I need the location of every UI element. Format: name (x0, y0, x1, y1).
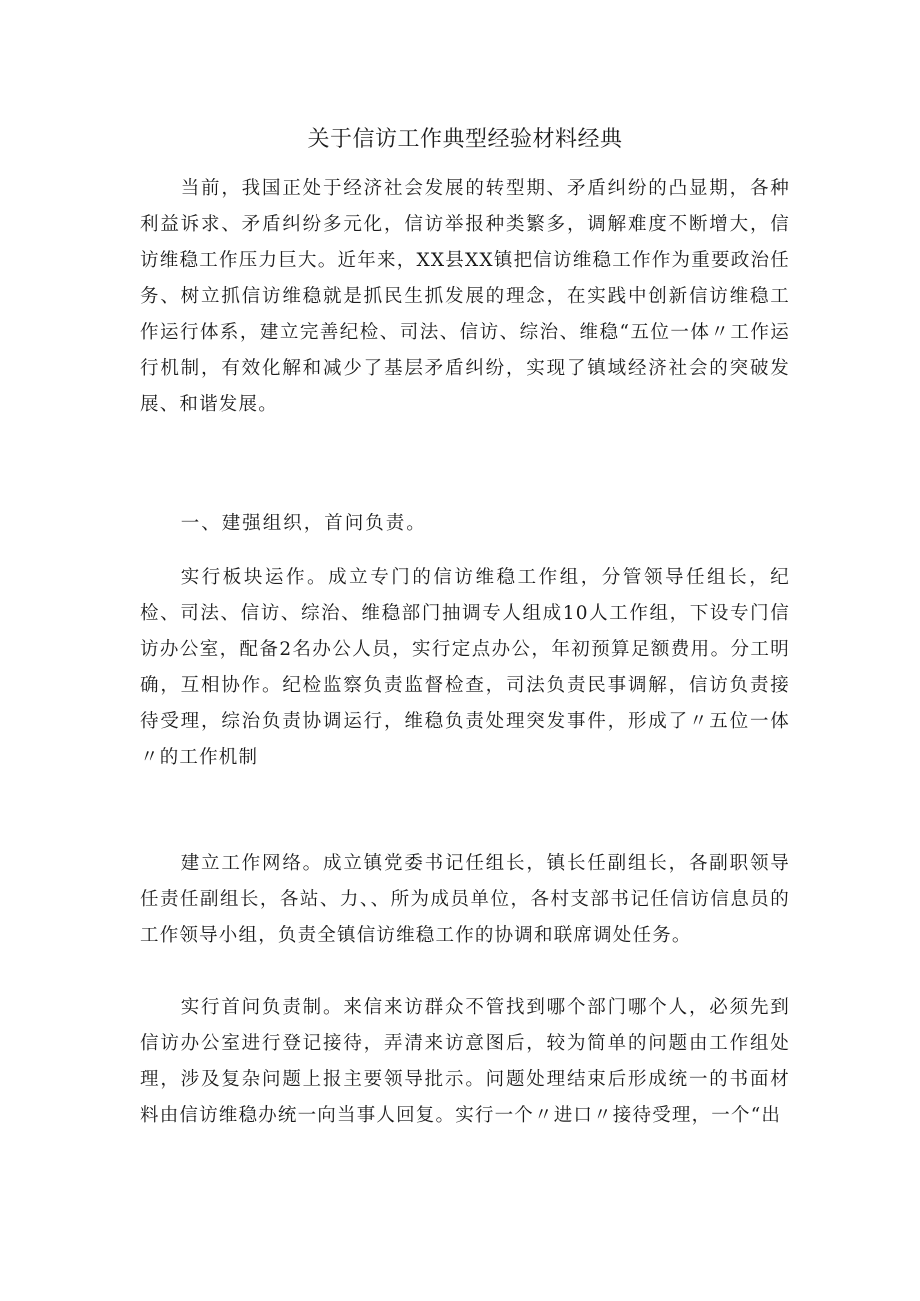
document-title: 关于信访工作典型经验材料经典 (307, 127, 623, 152)
body-paragraph: 实行板块运作。成立专门的信访维稳工作组，分管领导任组长，纪检、司法、信访、综治、维稳部门抽调专人组成10人工作组，下设专门信访办公室，配备2名办公人员，实行定点办公，年初预算足额费用。分工明确，互相协作。纪检监察负责监督检查，司法负责民事调解，信访负责接待受理，综治负责协调运行，维稳负责处理突发事件，形成了〃五位一体〃的工作机制 (140, 567, 790, 768)
section-heading: 一、建强组织，首问负责。 (180, 513, 427, 534)
body-paragraph: 实行首问负责制。来信来访群众不管找到哪个部门哪个人，必须先到信访办公室进行登记接待，弄清来访意图后，较为简单的问题由工作组处理，涉及复杂问题上报主要领导批示。问题处理结束后形成统一的书面材料由信访维稳办统一向当事人回复。实行一个〃进口〃接待受理，一个“出 (140, 997, 790, 1126)
body-paragraph: 建立工作网络。成立镇党委书记任组长，镇长任副组长，各副职领导任责任副组长，各站、力、、所为成员单位，各村支部书记任信访信息员的工作领导小组，负责全镇信访维稳工作的协调和联席调处任务。 (140, 853, 790, 946)
intro-paragraph: 当前，我国正处于经济社会发展的转型期、矛盾纠纷的凸显期，各种利益诉求、矛盾纠纷多元化，信访举报种类繁多，调解难度不断增大，信访维稳工作压力巨大。近年来，XX县XX镇把信访维稳工作作为重要政治任务、树立抓信访维稳就是抓民生抓发展的理念，在实践中创新信访维稳工作运行体系，建立完善纪检、司法、信访、综治、维稳“五位一体〃工作运行机制，有效化解和减少了基层矛盾纠纷，实现了镇域经济社会的突破发展、和谐发展。 (140, 178, 790, 415)
